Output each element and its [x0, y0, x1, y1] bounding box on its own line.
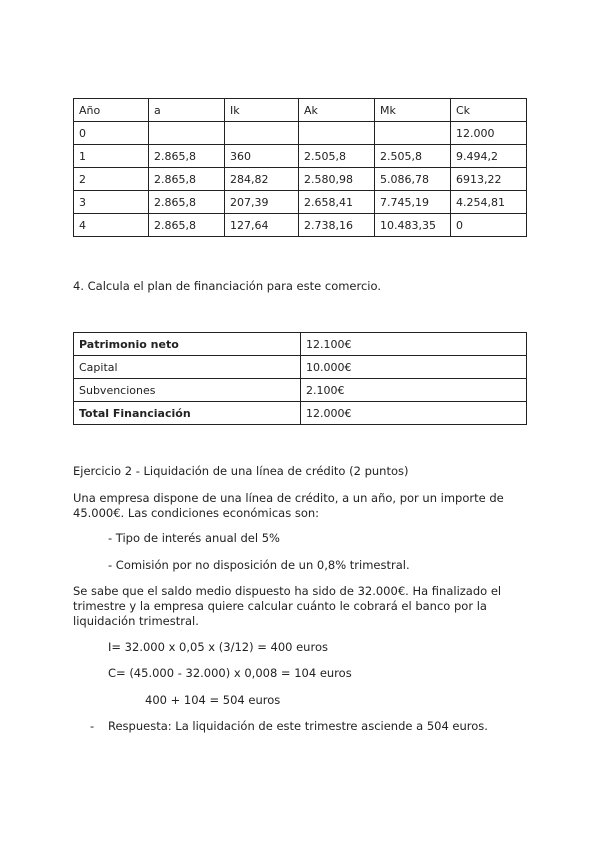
table-cell: 2.865,8: [149, 214, 225, 237]
table-cell: 6913,22: [451, 168, 527, 191]
row-value: 2.100€: [301, 379, 527, 402]
header-cell: Mk: [375, 99, 451, 122]
para-line-3: liquidación trimestral.: [73, 614, 199, 628]
table-cell: 4: [74, 214, 149, 237]
table-row: [74, 122, 527, 145]
header-cell: a: [149, 99, 225, 122]
table-cell: 0: [451, 214, 527, 237]
table-cell: [225, 122, 299, 145]
condition-2: - Comisión por no disposición de un 0,8% trimestral.: [108, 558, 410, 572]
table-cell: 12.000: [451, 122, 527, 145]
table-cell: 3: [74, 191, 149, 214]
table-row: [74, 214, 527, 237]
row-value: 12.100€: [301, 333, 527, 356]
row-label: Patrimonio neto: [74, 333, 301, 356]
row-label: Total Financiación: [74, 402, 301, 425]
table-row: [74, 356, 527, 379]
amortization-table: [73, 98, 527, 237]
header-cell: Ck: [451, 99, 527, 122]
table-cell: 2.580,98: [299, 168, 375, 191]
table-cell: 2.658,41: [299, 191, 375, 214]
table-cell: 4.254,81: [451, 191, 527, 214]
answer-text: Respuesta: La liquidación de este trimestre asciende a 504 euros.: [108, 719, 488, 733]
table-cell: 0: [74, 122, 149, 145]
answer-bullet: -: [90, 719, 95, 733]
intro-line-2: 45.000€. Las condiciones económicas son:: [73, 506, 320, 520]
financing-table: [73, 332, 527, 425]
table-row: [74, 402, 527, 425]
table-cell: 207,39: [225, 191, 299, 214]
para-line-2: trimestre y la empresa quiere calcular cuánto le cobrará el banco por la: [73, 599, 487, 613]
table-cell: 2.865,8: [149, 191, 225, 214]
table-cell: 2.738,16: [299, 214, 375, 237]
question-4: 4. Calcula el plan de financiación para este comercio.: [73, 279, 381, 293]
table-cell: 2.505,8: [375, 145, 451, 168]
intro-line-1: Una empresa dispone de una línea de crédito, a un año, por un importe de: [73, 491, 504, 505]
para-line-1: Se sabe que el saldo medio dispuesto ha sido de 32.000€. Ha finalizado el: [73, 584, 502, 598]
table-cell: 7.745,19: [375, 191, 451, 214]
table-cell: 284,82: [225, 168, 299, 191]
table-cell: [375, 122, 451, 145]
table-cell: 127,64: [225, 214, 299, 237]
table-cell: [299, 122, 375, 145]
table-row: [74, 379, 527, 402]
table-header-row: [74, 99, 527, 122]
table-row: [74, 333, 527, 356]
table-row: [74, 145, 527, 168]
calc-total: 400 + 104 = 504 euros: [145, 693, 281, 707]
table-cell: 5.086,78: [375, 168, 451, 191]
table-cell: 2: [74, 168, 149, 191]
table-cell: 1: [74, 145, 149, 168]
calc-commission: C= (45.000 - 32.000) x 0,008 = 104 euros: [108, 666, 352, 680]
table-cell: [149, 122, 225, 145]
row-value: 12.000€: [301, 402, 527, 425]
table-row: [74, 168, 527, 191]
table-cell: 9.494,2: [451, 145, 527, 168]
exercise-title: Ejercicio 2 - Liquidación de una línea de crédito (2 puntos): [73, 464, 409, 478]
table-cell: 2.505,8: [299, 145, 375, 168]
table-cell: 360: [225, 145, 299, 168]
header-cell: Ik: [225, 99, 299, 122]
row-label: Capital: [74, 356, 301, 379]
calc-interest: I= 32.000 x 0,05 x (3/12) = 400 euros: [108, 640, 328, 654]
table-cell: 10.483,35: [375, 214, 451, 237]
table-cell: 2.865,8: [149, 145, 225, 168]
condition-1: - Tipo de interés anual del 5%: [108, 531, 280, 545]
table-row: [74, 191, 527, 214]
row-label: Subvenciones: [74, 379, 301, 402]
header-cell: Año: [74, 99, 149, 122]
table-cell: 2.865,8: [149, 168, 225, 191]
row-value: 10.000€: [301, 356, 527, 379]
header-cell: Ak: [299, 99, 375, 122]
